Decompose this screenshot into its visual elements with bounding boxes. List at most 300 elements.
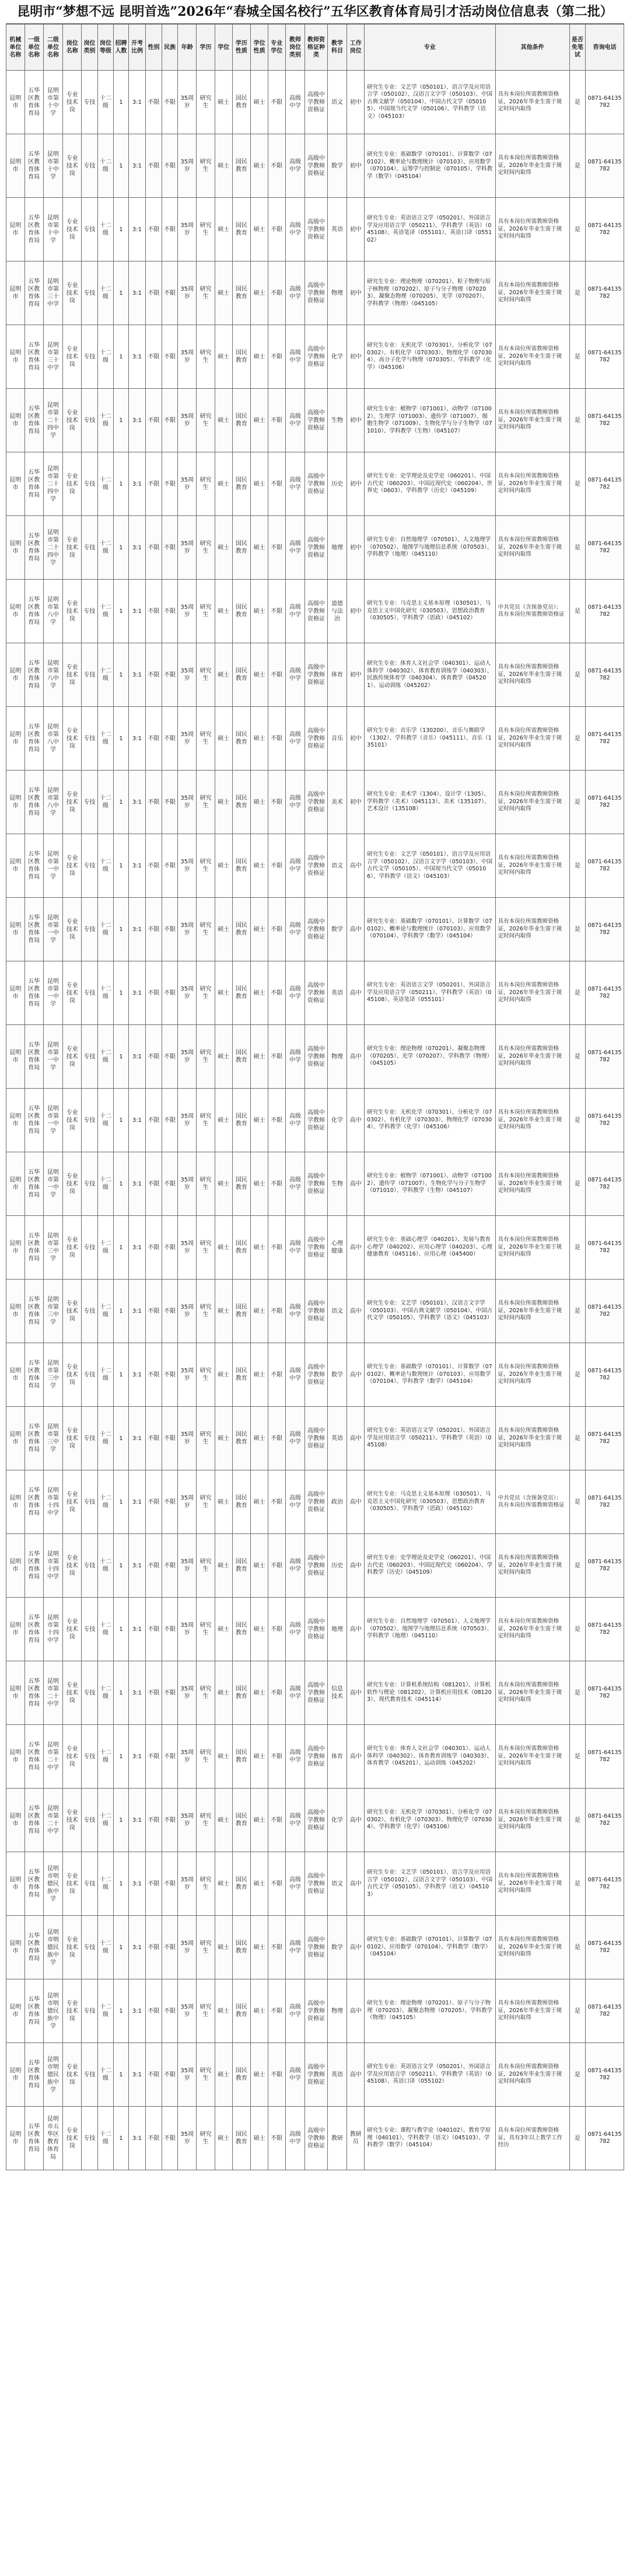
table-cell: 十二级 (97, 325, 114, 389)
table-cell: 数学 (327, 898, 347, 961)
table-cell: 昆明市第一中学 (43, 898, 63, 961)
table-cell: 初中 (347, 71, 365, 134)
table-cell: 不限 (162, 1979, 178, 2043)
table-cell: 体育 (327, 1725, 347, 1789)
table-cell: 十二级 (97, 707, 114, 771)
table-cell: 35周岁 (178, 1534, 197, 1598)
table-cell: 昆明市 (6, 1725, 25, 1789)
table-cell: 硕士 (215, 1789, 232, 1852)
phone-cell: 0871-64135782 (586, 1343, 624, 1407)
table-cell: 研究生 (197, 898, 215, 961)
table-row (6, 771, 624, 834)
major-cell: 研究生专业：基础心理学（040201）、发展与教育心理学（040202）、应用心理学（040203）、心理健康教育（045116）、应用心理（045400） (365, 1216, 496, 1280)
requirement-cell: 中共党员（含预备党员）；具有本岗位所需教师资格证 (495, 580, 569, 643)
table-cell: 昆明市第二十四中学 (43, 452, 63, 516)
table-cell: 35周岁 (178, 516, 197, 580)
table-cell: 35周岁 (178, 1280, 197, 1343)
table-row (6, 1025, 624, 1089)
table-cell: 研究生 (197, 198, 215, 262)
table-cell: 专技 (82, 1280, 98, 1343)
table-row (6, 1852, 624, 1916)
table-row (6, 516, 624, 580)
table-row (6, 325, 624, 389)
table-cell: 是 (569, 262, 586, 325)
table-cell: 研究生 (197, 516, 215, 580)
table-cell: 3:1 (128, 389, 146, 452)
table-cell: 不限 (146, 1598, 162, 1661)
major-cell: 研究生专业：无机化学（070301）、分析化学（070302）、有机化学（070303）、物理化学（070304）、高分子化学与物理（070305）、学科教学（化学）（045106） (365, 325, 496, 389)
table-cell: 高级中学 (285, 262, 305, 325)
table-cell: 专技 (82, 2043, 98, 2107)
table-cell: 3:1 (128, 2043, 146, 2107)
table-cell: 不限 (146, 198, 162, 262)
table-cell: 五华区教育体育局 (24, 580, 43, 643)
table-cell: 研究生 (197, 1852, 215, 1916)
table-cell: 不限 (162, 1789, 178, 1852)
table-cell: 昆明市第一中学 (43, 1025, 63, 1089)
table-cell: 35周岁 (178, 1089, 197, 1152)
table-cell: 初中 (347, 580, 365, 643)
table-cell: 语文 (327, 1280, 347, 1343)
major-cell: 研究生专业：英语语言文学（050201）、外国语言学及应用语言学（050211）、学科教学（英语）（045108） (365, 1407, 496, 1470)
table-cell: 高中 (347, 1661, 365, 1725)
phone-cell: 0871-64135782 (586, 1025, 624, 1089)
table-cell: 35周岁 (178, 452, 197, 516)
table-cell: 硕士 (251, 1852, 268, 1916)
table-cell: 35周岁 (178, 325, 197, 389)
table-cell: 3:1 (128, 1661, 146, 1725)
table-cell: 昆明市第二十中学 (43, 1661, 63, 1725)
table-cell: 研究生 (197, 1534, 215, 1598)
requirement-cell: 具有本岗位所需教师资格证，2026年毕业生需于规定时间内取得 (495, 1979, 569, 2043)
table-cell: 硕士 (251, 1725, 268, 1789)
major-cell: 研究生专业：植物学（071001）、动物学（071002）、遗传学（071007）、生物化学与分子生物学（071010）、学科教学（生物）（045107） (365, 1152, 496, 1216)
table-cell: 研究生 (197, 134, 215, 198)
table-cell: 硕士 (215, 516, 232, 580)
table-cell: 研究生 (197, 1343, 215, 1407)
table-cell: 昆明市 (6, 707, 25, 771)
table-cell: 高级中学 (285, 1407, 305, 1470)
table-cell: 高级中学教师资格证 (305, 1661, 327, 1725)
table-cell: 高级中学教师资格证 (305, 71, 327, 134)
table-cell: 是 (569, 961, 586, 1025)
table-cell: 专业技术岗 (63, 1343, 82, 1407)
table-cell: 语文 (327, 71, 347, 134)
table-cell: 五华区教育体育局 (24, 1280, 43, 1343)
table-cell: 不限 (146, 1089, 162, 1152)
major-cell: 研究生专业：音乐学（130200）、音乐与舞蹈学（1302）、学科教学（音乐）（045111）、音乐（135101） (365, 707, 496, 771)
table-cell: 1 (114, 961, 128, 1025)
table-cell: 研究生 (197, 707, 215, 771)
table-cell: 硕士 (251, 1407, 268, 1470)
table-cell: 不限 (146, 643, 162, 707)
column-header: 开考比例 (128, 25, 146, 71)
table-cell: 高级中学教师资格证 (305, 1725, 327, 1789)
table-cell: 高中 (347, 1089, 365, 1152)
table-cell: 研究生 (197, 1216, 215, 1280)
table-cell: 3:1 (128, 1280, 146, 1343)
table-cell: 国民教育 (232, 1979, 251, 2043)
table-cell: 五华区教育体育局 (24, 643, 43, 707)
table-cell: 昆明市 (6, 771, 25, 834)
table-cell: 国民教育 (232, 1152, 251, 1216)
major-cell: 研究生专业：基础数学（070101）、计算数学（070102）、概率论与数理统计（070103）、应用数学（070104）、运筹学与控制论（070105）、学科教学（数学）（045104） (365, 134, 496, 198)
table-cell: 昆明市 (6, 1979, 25, 2043)
table-cell: 不限 (146, 834, 162, 898)
table-cell: 硕士 (215, 1407, 232, 1470)
table-cell: 昆明市 (6, 71, 25, 134)
table-cell: 地理 (327, 1598, 347, 1661)
table-cell: 高级中学 (285, 898, 305, 961)
table-cell: 专技 (82, 198, 98, 262)
table-row (6, 134, 624, 198)
table-cell: 信息技术 (327, 1661, 347, 1725)
table-cell: 硕士 (215, 1152, 232, 1216)
table-cell: 硕士 (215, 2107, 232, 2170)
table-cell: 高级中学 (285, 389, 305, 452)
table-cell: 硕士 (251, 707, 268, 771)
table-cell: 35周岁 (178, 262, 197, 325)
table-cell: 是 (569, 1152, 586, 1216)
table-cell: 3:1 (128, 898, 146, 961)
table-cell: 昆明市第八中学 (43, 580, 63, 643)
table-cell: 专业技术岗 (63, 325, 82, 389)
table-cell: 硕士 (215, 198, 232, 262)
table-body (6, 71, 624, 2170)
table-cell: 国民教育 (232, 1470, 251, 1534)
table-cell: 高级中学 (285, 1025, 305, 1089)
table-cell: 专技 (82, 1343, 98, 1407)
table-cell: 昆明市第一中学 (43, 961, 63, 1025)
table-cell: 初中 (347, 262, 365, 325)
table-cell: 高级中学 (285, 961, 305, 1025)
table-cell: 五华区教育体育局 (24, 262, 43, 325)
phone-cell: 0871-64135782 (586, 198, 624, 262)
table-cell: 不限 (146, 1025, 162, 1089)
table-cell: 昆明市明德民族中学 (43, 1979, 63, 2043)
table-cell: 硕士 (215, 1661, 232, 1725)
table-cell: 不限 (268, 961, 285, 1025)
table-cell: 地理 (327, 516, 347, 580)
table-cell: 十二级 (97, 516, 114, 580)
table-cell: 不限 (268, 71, 285, 134)
table-cell: 不限 (268, 1407, 285, 1470)
table-cell: 国民教育 (232, 834, 251, 898)
table-cell: 国民教育 (232, 1025, 251, 1089)
table-cell: 高级中学 (285, 1216, 305, 1280)
table-cell: 昆明市第八中学 (43, 643, 63, 707)
table-cell: 专业技术岗 (63, 580, 82, 643)
table-cell: 不限 (162, 1343, 178, 1407)
table-row (6, 1089, 624, 1152)
requirement-cell: 具有本岗位所需教师资格证，2026年毕业生需于规定时间内取得 (495, 262, 569, 325)
table-cell: 不限 (146, 262, 162, 325)
table-cell: 35周岁 (178, 1343, 197, 1407)
table-cell: 五华区教育体育局 (24, 1725, 43, 1789)
phone-cell: 0871-64135782 (586, 643, 624, 707)
table-cell: 3:1 (128, 262, 146, 325)
table-cell: 是 (569, 452, 586, 516)
table-cell: 十二级 (97, 1789, 114, 1852)
table-cell: 国民教育 (232, 389, 251, 452)
table-cell: 专业技术岗 (63, 1789, 82, 1852)
table-cell: 1 (114, 1216, 128, 1280)
requirement-cell: 具有本岗位所需教师资格证，2026年毕业生需于规定时间内取得 (495, 516, 569, 580)
table-cell: 硕士 (251, 1979, 268, 2043)
requirement-cell: 具有本岗位所需教师资格证，2026年毕业生需于规定时间内取得 (495, 1661, 569, 1725)
table-cell: 十二级 (97, 1598, 114, 1661)
table-row (6, 1789, 624, 1852)
table-cell: 昆明市 (6, 1534, 25, 1598)
table-cell: 十二级 (97, 580, 114, 643)
table-cell: 专技 (82, 1661, 98, 1725)
column-header: 学历性质 (232, 25, 251, 71)
table-cell: 英语 (327, 1407, 347, 1470)
table-cell: 十二级 (97, 1280, 114, 1343)
table-cell: 五华区教育体育局 (24, 1152, 43, 1216)
table-cell: 高级中学教师资格证 (305, 834, 327, 898)
table-cell: 初中 (347, 134, 365, 198)
table-cell: 数学 (327, 134, 347, 198)
table-cell: 是 (569, 134, 586, 198)
table-cell: 专技 (82, 1089, 98, 1152)
table-cell: 十二级 (97, 1025, 114, 1089)
table-cell: 五华区教育体育局 (24, 2107, 43, 2170)
phone-cell: 0871-64135782 (586, 1089, 624, 1152)
table-cell: 35周岁 (178, 71, 197, 134)
requirement-cell: 具有本岗位所需教师资格证，2026年毕业生需于规定时间内取得 (495, 2043, 569, 2107)
table-cell: 不限 (162, 1089, 178, 1152)
table-cell: 不限 (146, 1852, 162, 1916)
table-cell: 是 (569, 1598, 586, 1661)
table-cell: 专业技术岗 (63, 134, 82, 198)
requirement-cell: 具有本岗位所需教师资格证，2026年毕业生需于规定时间内取得 (495, 1216, 569, 1280)
table-row (6, 1534, 624, 1598)
table-row (6, 1407, 624, 1470)
table-cell: 昆明市第三十中学 (43, 262, 63, 325)
table-cell: 不限 (162, 1852, 178, 1916)
table-cell: 硕士 (215, 452, 232, 516)
table-cell: 不限 (268, 325, 285, 389)
table-cell: 硕士 (251, 1089, 268, 1152)
table-cell: 高级中学教师资格证 (305, 580, 327, 643)
table-cell: 是 (569, 771, 586, 834)
table-cell: 不限 (146, 2043, 162, 2107)
table-cell: 研究生 (197, 452, 215, 516)
table-cell: 专技 (82, 262, 98, 325)
phone-cell: 0871-64135782 (586, 1598, 624, 1661)
table-cell: 不限 (146, 1661, 162, 1725)
table-cell: 不限 (146, 325, 162, 389)
table-cell: 3:1 (128, 961, 146, 1025)
table-cell: 1 (114, 2107, 128, 2170)
table-cell: 专技 (82, 1534, 98, 1598)
recruitment-sheet (6, 0, 624, 2170)
table-cell: 3:1 (128, 2107, 146, 2170)
table-cell: 高级中学教师资格证 (305, 389, 327, 452)
table-cell: 硕士 (215, 1343, 232, 1407)
table-cell: 昆明市 (6, 262, 25, 325)
table-cell: 十二级 (97, 1089, 114, 1152)
table-cell: 五华区教育体育局 (24, 452, 43, 516)
table-cell: 英语 (327, 961, 347, 1025)
table-cell: 十二级 (97, 1916, 114, 1979)
table-cell: 英语 (327, 2043, 347, 2107)
table-cell: 不限 (162, 1152, 178, 1216)
table-cell: 十二级 (97, 1725, 114, 1789)
table-cell: 不限 (146, 71, 162, 134)
table-cell: 十二级 (97, 643, 114, 707)
table-cell: 硕士 (251, 2043, 268, 2107)
table-cell: 35周岁 (178, 961, 197, 1025)
table-cell: 十二级 (97, 1470, 114, 1534)
table-cell: 五华区教育体育局 (24, 198, 43, 262)
table-cell: 初中 (347, 198, 365, 262)
table-cell: 专业技术岗 (63, 1661, 82, 1725)
table-cell: 五华区教育体育局 (24, 1470, 43, 1534)
table-cell: 不限 (268, 580, 285, 643)
table-cell: 不限 (268, 1280, 285, 1343)
table-cell: 硕士 (215, 1216, 232, 1280)
table-cell: 五华区教育体育局 (24, 1407, 43, 1470)
table-cell: 昆明市 (6, 1280, 25, 1343)
major-cell: 研究生专业：无机化学（070301）、分析化学（070302）、有机化学（070303）、物理化学（070304）、学科教学（化学）（045106） (365, 1089, 496, 1152)
table-cell: 高中 (347, 1407, 365, 1470)
phone-cell: 0871-64135782 (586, 2043, 624, 2107)
table-cell: 政治 (327, 1470, 347, 1534)
table-cell: 数学 (327, 1916, 347, 1979)
table-cell: 硕士 (251, 771, 268, 834)
requirement-cell: 具有本岗位所需教师资格证，2026年毕业生需于规定时间内取得 (495, 771, 569, 834)
table-cell: 不限 (268, 1470, 285, 1534)
table-cell: 国民教育 (232, 134, 251, 198)
table-cell: 专业技术岗 (63, 198, 82, 262)
table-row (6, 580, 624, 643)
table-cell: 专技 (82, 1598, 98, 1661)
table-cell: 国民教育 (232, 198, 251, 262)
table-cell: 不限 (146, 134, 162, 198)
table-cell: 高级中学教师资格证 (305, 898, 327, 961)
table-cell: 1 (114, 643, 128, 707)
table-cell: 35周岁 (178, 198, 197, 262)
phone-cell: 0871-64135782 (586, 1789, 624, 1852)
table-cell: 物理 (327, 1025, 347, 1089)
phone-cell: 0871-64135782 (586, 1407, 624, 1470)
table-cell: 不限 (268, 771, 285, 834)
table-cell: 不限 (268, 198, 285, 262)
table-cell: 昆明市 (6, 198, 25, 262)
table-cell: 专业技术岗 (63, 389, 82, 452)
table-cell: 3:1 (128, 834, 146, 898)
table-cell: 35周岁 (178, 1916, 197, 1979)
table-cell: 不限 (162, 389, 178, 452)
table-cell: 是 (569, 1343, 586, 1407)
table-cell: 高级中学 (285, 2043, 305, 2107)
table-cell: 专业技术岗 (63, 1852, 82, 1916)
table-cell: 不限 (146, 1407, 162, 1470)
table-cell: 昆明市第二十四中学 (43, 516, 63, 580)
table-cell: 高中 (347, 1598, 365, 1661)
table-cell: 35周岁 (178, 1789, 197, 1852)
table-cell: 昆明市 (6, 1916, 25, 1979)
table-cell: 不限 (162, 834, 178, 898)
table-cell: 研究生 (197, 2107, 215, 2170)
table-cell: 3:1 (128, 1407, 146, 1470)
table-cell: 美术 (327, 771, 347, 834)
table-cell: 1 (114, 516, 128, 580)
table-cell: 不限 (162, 1280, 178, 1343)
table-cell: 专技 (82, 1789, 98, 1852)
phone-cell: 0871-64135782 (586, 325, 624, 389)
table-cell: 1 (114, 1598, 128, 1661)
table-cell: 硕士 (215, 1916, 232, 1979)
table-cell: 不限 (162, 1661, 178, 1725)
table-cell: 高级中学 (285, 1979, 305, 2043)
table-cell: 专技 (82, 1852, 98, 1916)
table-cell: 专技 (82, 1916, 98, 1979)
table-cell: 昆明市第十四中学 (43, 1598, 63, 1661)
table-cell: 专技 (82, 707, 98, 771)
table-cell: 3:1 (128, 771, 146, 834)
table-cell: 十二级 (97, 961, 114, 1025)
table-cell: 昆明市第二十中学 (43, 1789, 63, 1852)
major-cell: 研究生专业：史学理论及史学史（060201）、中国古代史（060203）、中国近现代史（060204）、学科教学（历史）（045109） (365, 1534, 496, 1598)
table-cell: 高级中学教师资格证 (305, 452, 327, 516)
table-cell: 不限 (268, 1534, 285, 1598)
table-cell: 昆明市 (6, 1789, 25, 1852)
table-cell: 不限 (162, 198, 178, 262)
table-cell: 硕士 (251, 389, 268, 452)
table-cell: 十二级 (97, 898, 114, 961)
table-cell: 是 (569, 1725, 586, 1789)
table-cell: 不限 (268, 707, 285, 771)
table-cell: 十二级 (97, 134, 114, 198)
table-cell: 五华区教育体育局 (24, 389, 43, 452)
requirement-cell: 具有本岗位所需教师资格证，2026年毕业生需于规定时间内取得 (495, 134, 569, 198)
table-cell: 不限 (162, 1916, 178, 1979)
requirement-cell: 具有本岗位所需教师资格证，2026年毕业生需于规定时间内取得 (495, 834, 569, 898)
table-cell: 音乐 (327, 707, 347, 771)
table-cell: 昆明市 (6, 1407, 25, 1470)
major-cell: 研究生专业：体育人文社会学（040301）、运动人体科学（040302）、体育教育训练学（040303）、体育教学（045201）、运动训练（045202） (365, 1725, 496, 1789)
table-cell: 专技 (82, 898, 98, 961)
table-cell: 专技 (82, 389, 98, 452)
table-cell: 3:1 (128, 325, 146, 389)
table-cell: 研究生 (197, 1598, 215, 1661)
table-cell: 高级中学教师资格证 (305, 1407, 327, 1470)
column-header: 性别 (146, 25, 162, 71)
table-cell: 高级中学 (285, 1534, 305, 1598)
table-cell: 1 (114, 389, 128, 452)
table-cell: 1 (114, 134, 128, 198)
table-cell: 十二级 (97, 1661, 114, 1725)
table-cell: 昆明市 (6, 834, 25, 898)
table-cell: 35周岁 (178, 134, 197, 198)
table-cell: 35周岁 (178, 1470, 197, 1534)
table-cell: 研究生 (197, 580, 215, 643)
table-cell: 高中 (347, 898, 365, 961)
table-cell: 1 (114, 325, 128, 389)
table-cell: 初中 (347, 389, 365, 452)
table-cell: 高中 (347, 1979, 365, 2043)
table-cell: 昆明市第一中学 (43, 1089, 63, 1152)
table-cell: 十二级 (97, 2043, 114, 2107)
table-cell: 3:1 (128, 1916, 146, 1979)
table-cell: 物理 (327, 1979, 347, 2043)
column-header: 岗位等级 (97, 25, 114, 71)
major-cell: 研究生专业：计算机系统结构（081201）、计算机软件与理论（081202）、计算机应用技术（081203）、现代教育技术（045114） (365, 1661, 496, 1725)
table-cell: 是 (569, 2107, 586, 2170)
